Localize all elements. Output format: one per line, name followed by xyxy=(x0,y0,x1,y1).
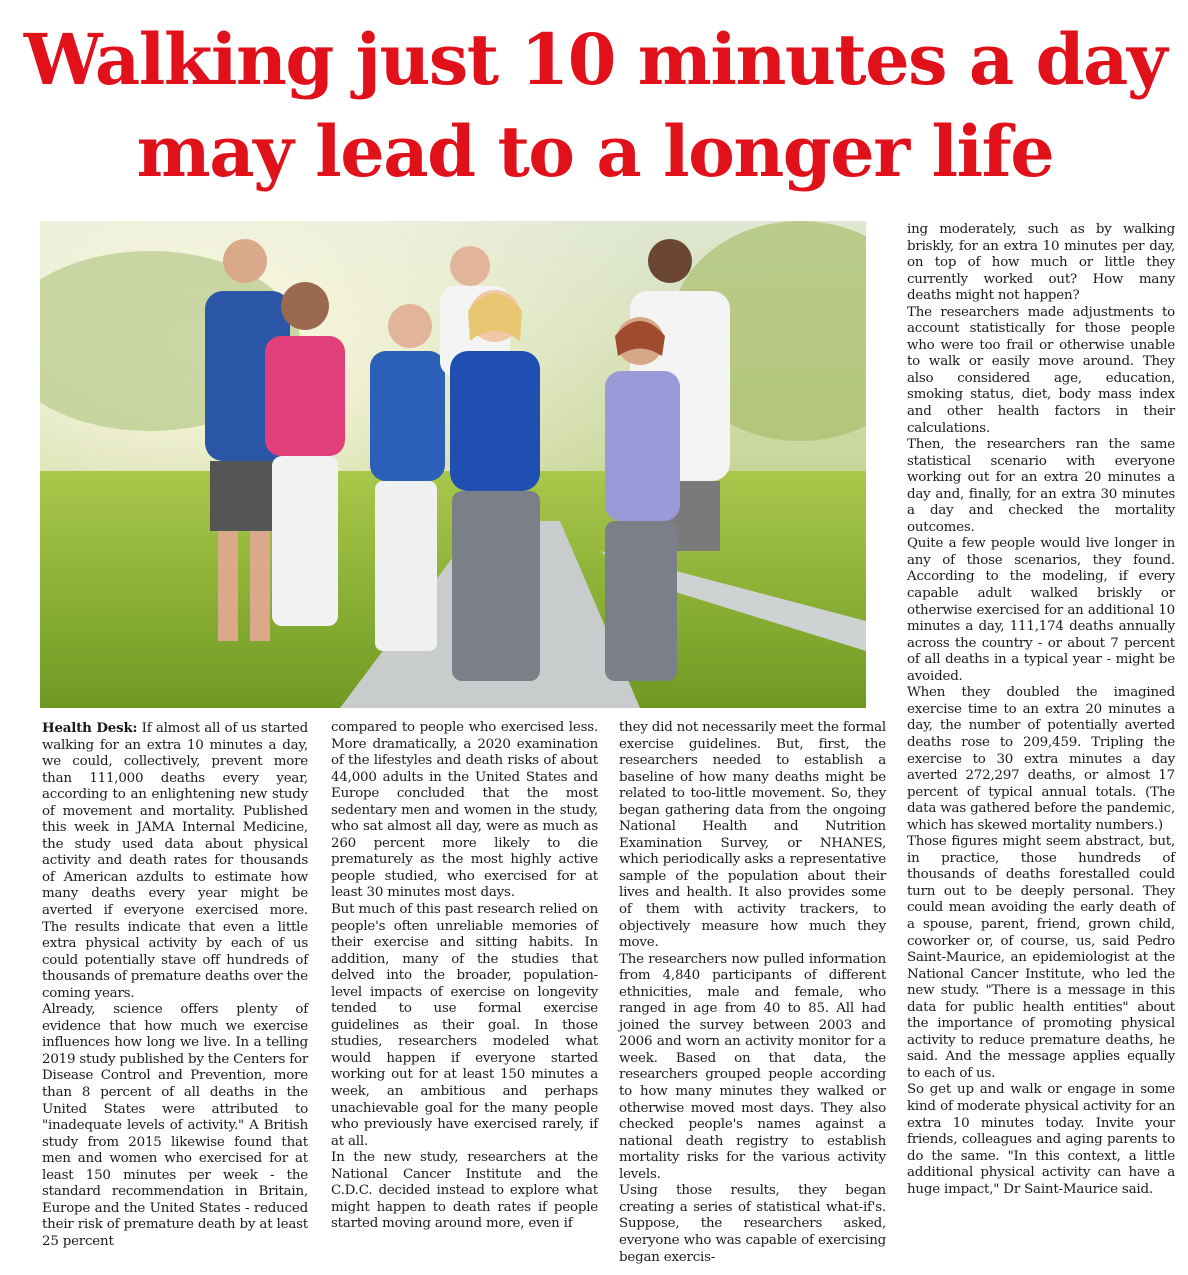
paragraph-6b: ing moderately, such as by walking briskly, for an extra 10 minutes per day, on top of how much or little they currently worked out? How many deaths might not happen? xyxy=(907,222,1175,304)
paragraph-7: The researchers made adjustments to account statistically for those people who were too frail or otherwise unable to walk or easily move around. They also considered age, education, smoking status, diet, body mass index and other health factors in their calculations. xyxy=(907,304,1175,436)
column-1 xyxy=(42,720,308,1251)
paragraph-3: But much of this past research relied on people's often unreliable memories of their exercise and sitting habits. In addition, many of the studies that delved into the broader, population-level impacts of exercise on longevity tended to use formal exercise guidelines as their goal. In those studies, researchers modeled what would happen if everyone started working out for at least 150 minutes a week, an ambitious and perhaps unachievable goal for the many people who previously have exercised rarely, if at all. xyxy=(331,902,598,1149)
paragraph-10: When they doubled the imagined exercise time to an extra 20 minutes a day, the number of potentially averted deaths rose to 209,459. Tripling the exercise to 30 extra minutes a day averted 272,297 deaths, or almost 17 percent of typical annual totals. (The data was gathered before the pandemic, which has skewed mortality numbers.) xyxy=(907,685,1175,833)
paragraph-2a: Already, science offers plenty of evidence that how much we exercise influences how long we live. In a telling 2019 study published by the Centers for Disease Control and Prevention, more than 8 percent of all deaths in the United States were attributed to "inadequate levels of activity." A British study from 2015 likewise found that men and women who exercised for at least 150 minutes per week - the standard recommendation in Britain, Europe and the United States - reduced their risk of premature death by at least 25 percent xyxy=(42,1002,309,1249)
paragraph-4b: they did not necessarily meet the formal exercise guidelines. But, first, the researchers needed to establish a baseline of how many deaths might be related to too-little movement. So, they began gathering data from the ongoing National Health and Nutrition Examination Survey, or NHANES, which periodically asks a representative sample of the population about their lives and health. It also provides some of them with activity trackers, to objectively measure how much they move. xyxy=(619,720,886,951)
headline-line-1: Walking just 10 minutes a day xyxy=(23,18,1167,101)
paragraph-6a: Using those results, they began creating a series of statistical what-if's. Suppose, the researchers asked, everyone who was capable of exercising began exercis- xyxy=(619,1183,886,1265)
column-3 xyxy=(619,720,886,1266)
paragraph-12: So get up and walk or engage in some kind of moderate physical activity for an extra 10 minutes today. Invite your friends, colleagues and aging parents to do the same. "In this context, a little additional physical activity can have a huge impact," Dr Saint-Maurice said. xyxy=(907,1082,1175,1197)
byline: Health Desk: xyxy=(42,720,138,736)
column-4 xyxy=(907,222,1175,1198)
paragraph-4a: In the new study, researchers at the National Cancer Institute and the C.D.C. decided instead to explore what might happen to death rates if people started moving around more, even if xyxy=(331,1150,598,1232)
paragraph-2b: compared to people who exercised less. More dramatically, a 2020 examination of the lifestyles and death risks of about 44,000 adults in the United States and Europe concluded that the most sedentary men and women in the study, who sat almost all day, were as much as 260 percent more likely to die prematurely as the most highly active people studied, who exercised for at least 30 minutes most days. xyxy=(331,720,598,901)
article-photo xyxy=(40,221,866,708)
paragraph-5: The researchers now pulled information from 4,840 participants of different ethnicities, male and female, who ranged in age from 40 to 85. All had joined the survey between 2003 and 2006 and worn an activity monitor for a week. Based on that data, the researchers grouped people according to how many minutes they walked or otherwise moved most days. They also checked people's names against a national death registry to establish mortality risks for the various activity levels. xyxy=(619,951,886,1182)
paragraph-11: Those figures might seem abstract, but, in practice, those hundreds of thousands of deaths forestalled could turn out to be deeply personal. They could mean avoiding the early death of a spouse, parent, friend, grown child, coworker or, of course, us, said Pedro Saint-Maurice, an epidemiologist at the National Cancer Institute, who led the new study. "There is a message in this data for public health entities" about the importance of promoting physical activity to reduce premature deaths, he said. And the message applies equally to each of us. xyxy=(907,834,1175,1081)
headline-line-2: may lead to a longer life xyxy=(136,110,1054,193)
column-2 xyxy=(331,720,598,1233)
paragraph-intro: Health Desk: If almost all of us started walking for an extra 10 minutes a day, we could, collectively, prevent more than 111,000 deaths every year, according to an enlightening new study of movement and mortality. Published this week in JAMA Internal Medicine, the study used data about physical activity and death rates for thousands of American azdults to estimate how many deaths every year might be averted if everyone exercised more. The results indicate that even a little extra physical activity by each of us could potentially stave off hundreds of thousands of premature deaths over the coming years. xyxy=(42,720,309,1001)
photo-group-walking-icon xyxy=(40,221,866,708)
headline xyxy=(20,14,1170,198)
paragraph-8: Then, the researchers ran the same statistical scenario with everyone working out for an extra 20 minutes a day and, finally, for an extra 30 minutes a day and checked the mortality outcomes. xyxy=(907,437,1175,535)
paragraph-9: Quite a few people would live longer in any of those scenarios, they found. According to the modeling, if every capable adult walked briskly or otherwise exercised for an additional 10 minutes a day, 111,174 deaths annually across the country - or about 7 percent of all deaths in a typical year - might be avoided. xyxy=(907,536,1175,684)
